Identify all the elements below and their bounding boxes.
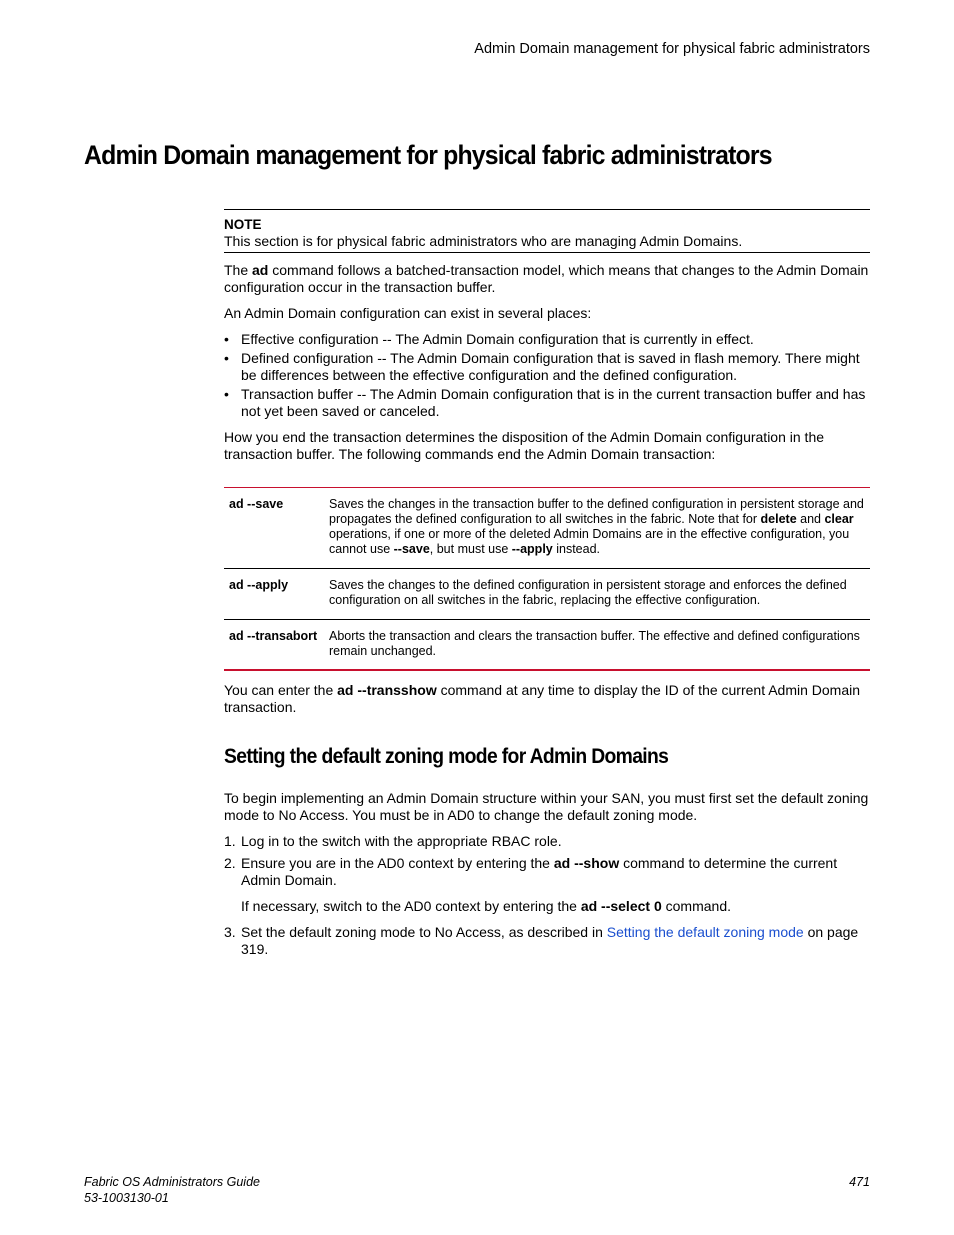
table-row [224,620,870,671]
list-item [224,924,870,958]
steps-list [224,833,870,958]
table-row [224,569,870,620]
bold-term: --save [393,542,430,556]
step-text: Ensure you are in the AD0 context by entering the [241,855,554,871]
substep-text: If necessary, switch to the AD0 context by entering the [241,898,581,914]
command-transshow: ad --transshow [337,682,437,698]
list-item [224,855,870,915]
command-cell: ad --transabort [224,620,329,671]
desc-text: and [796,512,825,526]
note-label: NOTE [224,217,262,232]
step-substep [241,898,870,915]
command-cell: ad --save [229,497,284,511]
description-cell: Aborts the transaction and clears the transaction buffer. The effective and defined configurations remain unchanged. [329,620,870,671]
list-item: • Transaction buffer -- The Admin Domain configuration that is in the current transaction buffer and has not yet been saved or canceled. [224,386,874,420]
section-title: Admin Domain management for physical fabric administrators [84,140,772,170]
zoning-intro-paragraph: To begin implementing an Admin Domain structure within your SAN, you must first set the default zoning mode to No Access. You must be in AD0 to change the default zoning mode. [224,790,869,823]
subsection-title: Setting the default zoning mode for Admin Domains [224,745,669,768]
list-item: • Effective configuration -- The Admin Domain configuration that is currently in effect. [224,331,874,348]
intro-paragraph [224,262,870,296]
command-select: ad --select 0 [580,898,662,914]
command-cell: ad --apply [224,569,329,620]
configuration-list [224,331,874,422]
bold-term: --apply [511,542,553,556]
table-row [224,488,870,569]
step-number: 2. [224,855,236,871]
commands-table [224,487,870,671]
intro-text-end: command follows a batched-transaction model, which means that changes to the Admin Domain configuration occur in the transaction buffer. [224,262,869,295]
list-item [224,833,870,850]
running-header: Admin Domain management for physical fabric administrators [474,41,870,57]
para-text-start: You can enter the [224,682,338,698]
step-number: 1. [224,833,236,849]
description-cell: Saves the changes to the defined configuration in persistent storage and enforces the defined configuration on all switches in the fabric, replacing the effective configuration. [329,569,870,620]
command-ad: ad [252,262,269,278]
step-text: command to determine the current Admin Domain. [241,855,838,888]
bold-term: clear [824,512,854,526]
note-box [224,209,870,253]
transaction-paragraph: How you end the transaction determines the disposition of the Admin Domain configuration in the transaction buffer. The following commands end the Admin Domain transaction: [224,429,825,462]
desc-text: Saves the changes in the transaction buffer to the defined configuration in persistent storage and propagates the defined configuration to all switches in the fabric. Note that for [329,497,864,526]
footer-doc-number: 53-1003130-01 [84,1191,169,1205]
list-item: • Defined configuration -- The Admin Domain configuration that is saved in flash memory. There might be differences between the effective configuration and the defined configuration. [224,350,874,384]
places-paragraph: An Admin Domain configuration can exist in several places: [224,305,592,321]
transshow-paragraph [224,682,870,716]
desc-text: instead. [552,542,601,556]
bold-term: delete [760,512,797,526]
para-text-end: command at any time to display the ID of the current Admin Domain transaction. [224,682,861,715]
description-cell [329,488,870,569]
desc-text: operations, if one or more of the deleted Admin Domains are in the effective configuration, you cannot use [329,527,850,556]
command-show: ad --show [553,855,620,871]
note-text: This section is for physical fabric administrators who are managing Admin Domains. [224,233,743,249]
substep-text: command. [661,898,731,914]
desc-text: , but must use [429,542,512,556]
zoning-mode-link[interactable]: Setting the default zoning mode [606,924,804,940]
footer-guide-title: Fabric OS Administrators Guide [84,1175,260,1189]
intro-text-start: The [224,262,253,278]
step-text: on page 319. [241,924,859,957]
step-text: Set the default zoning mode to No Access, as described in [241,924,607,940]
step-number: 3. [224,924,236,940]
page-number: 471 [849,1175,870,1189]
step-text: Log in to the switch with the appropriate RBAC role. [241,833,562,849]
